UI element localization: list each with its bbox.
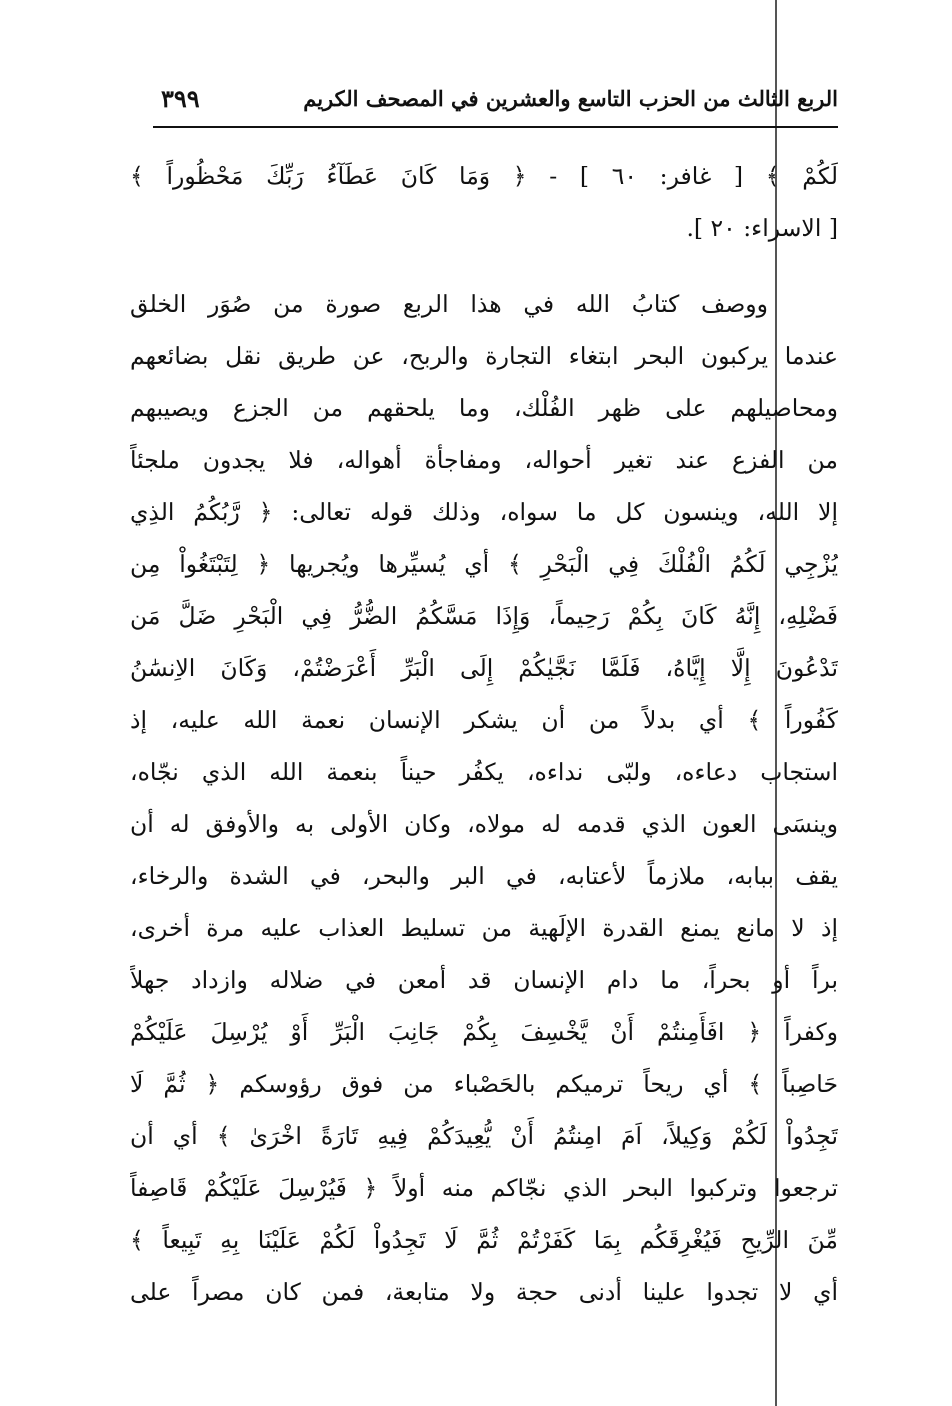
- text-line: يُزْجِي لَكُمُ الْفُلْكَ فِي الْبَحْرِ ﴾ أي يُسيِّرها ويُجريها ﴿ لِتَبْتَغُواْ مِن: [130, 550, 838, 578]
- text-line: تَجِدُواْ لَكُمْ وَكِيلاً، اَمَ امِنتُمُ أَنْ يُّعِيدَكُمْ فِيهِ تَارَةً اخْرَىٰ ﴾ أي أن: [130, 1122, 838, 1150]
- text-line: كَفُوراً ﴾ أي بدلاً من أن يشكر الإنسان نعمة الله عليه، إذ: [130, 706, 838, 734]
- text-line: تَدْعُونَ إِلَّا إِيَّاهُ، فَلَمَّا نَجَّيٰكُمْ إِلَى الْبَرِّ أَعْرَضْتُمْ، وَكَانَ الاِنسَٰنُ: [130, 654, 838, 682]
- text-line: حَاصِباً ﴾ أي ريحاً ترميكم بالحَصْباء من فوق رؤوسكم ﴿ ثُمَّ لَا: [130, 1070, 838, 1098]
- text-line: وينسَى العون الذي قدمه له مولاه، وكان الأولى به والأوفق له أن: [130, 810, 838, 838]
- text-line: فَضْلِهِ، إِنَّهُ كَانَ بِكُمْ رَحِيماً، وَإِذَا مَسَّكُمُ الضُّرُّ فِي الْبَحْرِ ضَلَّ مَن: [130, 602, 838, 630]
- text-line: براً أو بحراً، ما دام الإنسان قد أمعن في ضلاله وازداد جهلاً: [130, 966, 838, 994]
- page-header: [153, 82, 838, 128]
- text-line: مِّنَ الرِّيحِ فَيُغْرِقَكُم بِمَا كَفَرْتُمْ ثُمَّ لَا تَجِدُواْ لَكُمْ عَلَيْنَا بِهِ تَبِيعاً ﴾: [130, 1226, 838, 1254]
- page-number: ٣٩٩: [161, 84, 200, 113]
- text-line: أي لا تجدوا علينا أدنى حجة ولا متابعة، فمن كان مصراً على: [130, 1278, 838, 1306]
- text-line: ترجعوا وتركبوا البحر الذي نجّاكم منه أولاً ﴿ فَيُرْسِلَ عَلَيْكُمْ قَاصِفاً: [130, 1174, 838, 1202]
- text-line: إذ لا مانع يمنع القدرة الإلَهية من تسليط العذاب عليه مرة أخرى،: [130, 914, 838, 942]
- text-line: لَكُمْ ﴾ [ غافر: ٦٠ ] - ﴿ وَمَا كَانَ عَطَآءُ رَبِّكَ مَحْظُوراً ﴾: [130, 162, 838, 190]
- text-line: ومحاصيلهم على ظهر الفُلْك، وما يلحقهم من الجزع ويصيبهم: [130, 394, 838, 422]
- text-line: من الفزع عند تغير أحواله، ومفاجأة أهواله، فلا يجدون ملجئاً: [130, 446, 838, 474]
- text-line: يقف ببابه، ملازماً لأعتابه، في البر والبحر، في الشدة والرخاء،: [130, 862, 838, 890]
- top-text-block: [130, 150, 838, 254]
- running-title: الربع الثالث من الحزب التاسع والعشرين في المصحف الكريم: [303, 86, 838, 111]
- text-line: وكفراً ﴿ افَأَمِنتُمْ أَنْ يَّخْسِفَ بِكُمْ جَانِبَ الْبَرِّ أَوْ يُرْسِلَ عَلَيْكُمْ: [130, 1018, 838, 1046]
- text-line: ووصف كتابُ الله في هذا الربع صورة من صُوَر الخلق: [130, 290, 768, 318]
- main-paragraph: [130, 278, 838, 1318]
- text-line: استجاب دعاءه، ولبّى نداءه، يكفُر حيناً بنعمة الله الذي نجّاه،: [130, 758, 838, 786]
- text-line: عندما يركبون البحر ابتغاء التجارة والربح، عن طريق نقل بضائعهم: [130, 342, 838, 370]
- text-line: إلا الله، وينسون كل ما سواه، وذلك قوله تعالى: ﴿ رَّبُكُمُ الذِي: [130, 498, 838, 526]
- text-line: [ الاسراء: ٢٠ ].: [686, 214, 838, 242]
